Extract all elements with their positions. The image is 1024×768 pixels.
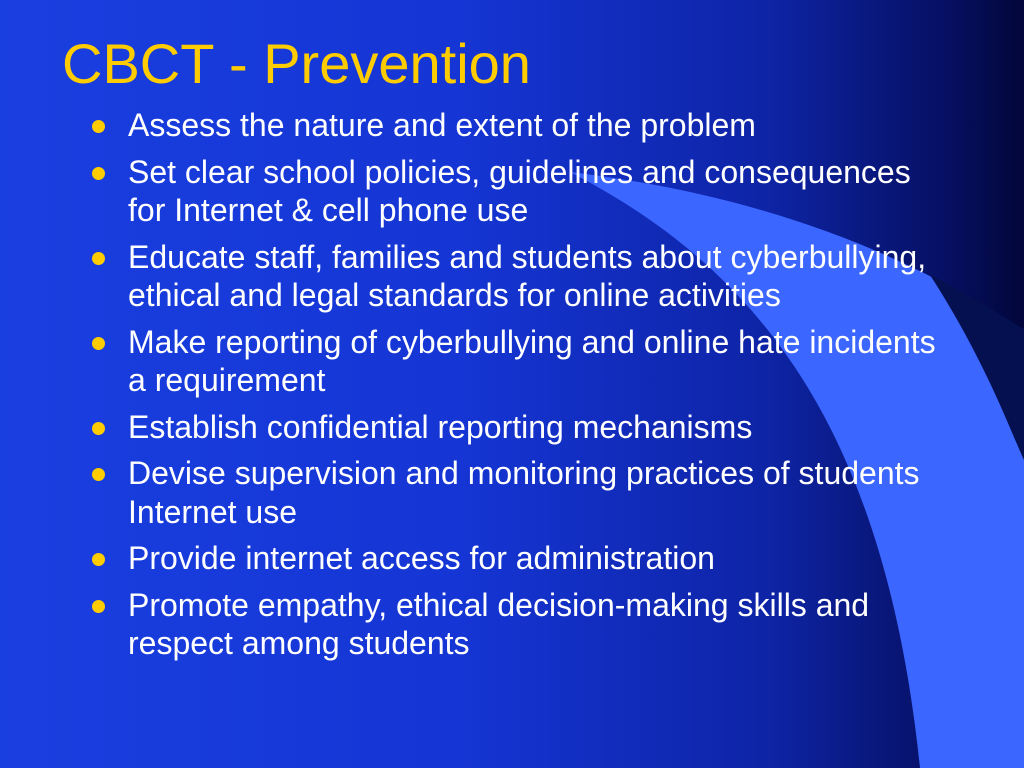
bullet-text: Assess the nature and extent of the problem [128, 107, 756, 143]
bullet-dot-icon [92, 337, 105, 350]
bullet-item [88, 539, 938, 578]
bullet-text: Devise supervision and monitoring practices of students Internet use [128, 455, 920, 530]
bullet-item [88, 323, 938, 400]
bullet-item [88, 454, 938, 531]
bullet-item [88, 153, 938, 230]
slide-title: CBCT - Prevention [62, 32, 531, 95]
bullet-item [88, 586, 938, 663]
bullet-dot-icon [92, 553, 105, 566]
bullet-dot-icon [92, 167, 105, 180]
bullet-text: Set clear school policies, guidelines and consequences for Internet & cell phone use [128, 153, 911, 228]
bullet-dot-icon [92, 252, 105, 265]
bullet-list [88, 106, 938, 671]
bullet-text: Educate staff, families and students about cyberbullying, ethical and legal standards for online activities [128, 238, 927, 313]
bullet-item [88, 106, 938, 145]
bullet-dot-icon [92, 468, 105, 481]
bullet-dot-icon [92, 422, 105, 435]
bullet-text: Make reporting of cyberbullying and online hate incidents a requirement [128, 323, 936, 398]
bullet-item [88, 408, 938, 447]
bullet-text: Promote empathy, ethical decision-making skills and respect among students [128, 586, 870, 661]
bullet-text: Provide internet access for administration [128, 540, 715, 576]
bullet-dot-icon [92, 600, 105, 613]
bullet-item [88, 238, 938, 315]
bullet-dot-icon [92, 120, 105, 133]
bullet-text: Establish confidential reporting mechanisms [128, 408, 753, 445]
